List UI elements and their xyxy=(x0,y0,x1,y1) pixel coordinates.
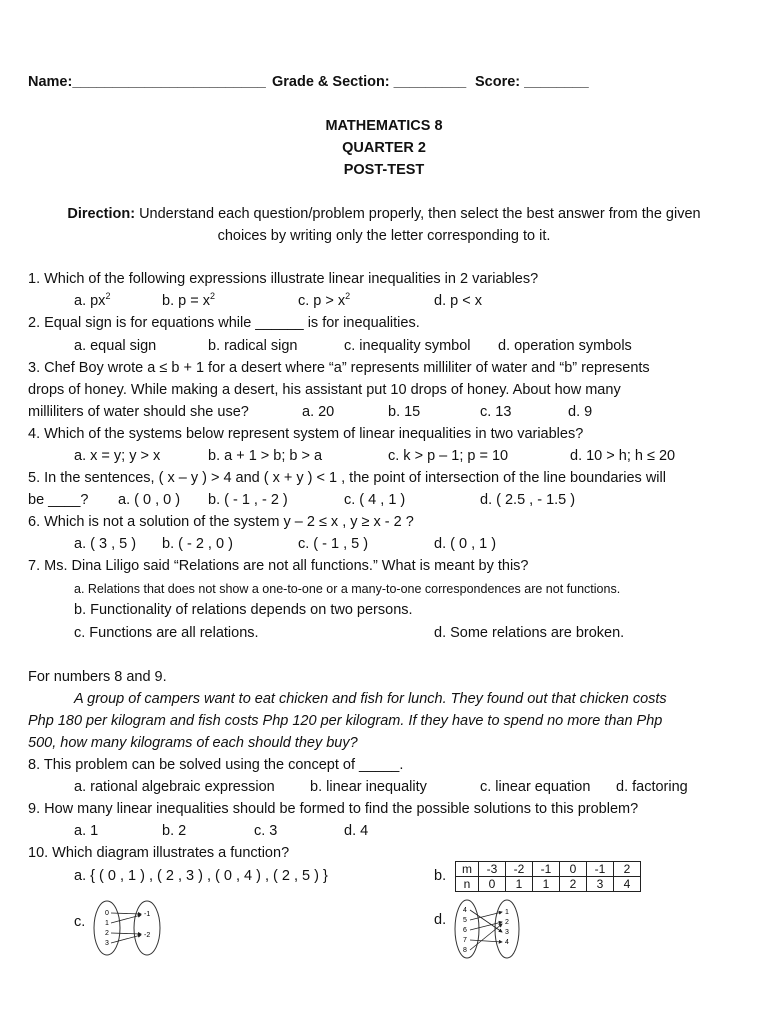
q2-choice-c: c. inequality symbol xyxy=(344,338,471,354)
q8-choice-c: c. linear equation xyxy=(480,779,591,795)
diagram-c-domain-1: 1 xyxy=(105,920,109,927)
direction-line-2: choices by writing only the letter corresponding to it. xyxy=(217,228,551,244)
q3-line-1: 3. Chef Boy wrote a ≤ b + 1 for a desert where “a” represents milliliter of water and “b” represents xyxy=(28,360,650,376)
q1-choice-b: b. $p = x^2$ xyxy=(162,291,215,309)
q9-choice-d: d. 4 xyxy=(344,823,369,839)
diagram-d-range-0: 1 xyxy=(505,909,509,916)
table-cell: 1 xyxy=(506,877,533,892)
direction-line-1 xyxy=(0,204,768,224)
q9-choice-b: b. 2 xyxy=(162,823,187,839)
q1-choice-a: a. $px^2$ xyxy=(74,291,111,309)
diagram-d-domain-3: 7 xyxy=(463,937,467,944)
q3-line-2: drops of honey. While making a desert, his assistant put 10 drops of honey. About how many xyxy=(28,382,621,398)
table-cell: n xyxy=(456,877,479,892)
diagram-d-domain-4: 8 xyxy=(463,947,467,954)
table-row xyxy=(456,862,641,877)
title-test: POST-TEST xyxy=(343,162,425,178)
q6-choice-c: c. ( - 1 , 5 ) xyxy=(298,536,369,552)
q8-choice-b: b. linear inequality xyxy=(310,779,427,795)
passage-line-2: Php 180 per kilogram and fish costs Php 120 per kilogram. If they have to spend no more than Php xyxy=(28,713,663,729)
diagram-c-domain-0: 0 xyxy=(105,910,109,917)
passage-line-3: 500, how many kilograms of each should they buy? xyxy=(28,735,358,751)
direction-label: Direction: xyxy=(67,206,136,222)
q3-line-3: milliliters of water should she use? xyxy=(28,404,249,420)
q7-choice-a: a. Relations that does not show a one-to-one or a many-to-one correspondences are not functions. xyxy=(74,582,621,596)
table-cell: 1 xyxy=(533,877,560,892)
q4-choice-a: a. x = y; y > x xyxy=(74,448,161,464)
q4-choice-b: b. a + 1 > b; b > a xyxy=(208,448,323,464)
q10-choice-d-label: d. xyxy=(434,912,447,928)
q9-choice-c: c. 3 xyxy=(254,823,278,839)
table-cell: 0 xyxy=(479,877,506,892)
name-field: Name:________________________ xyxy=(28,74,266,90)
q5-choice-a: a. ( 0 , 0 ) xyxy=(118,492,181,508)
q7-choice-d: d. Some relations are broken. xyxy=(434,625,625,641)
diagram-c-domain-3: 3 xyxy=(105,940,109,947)
table-cell: 0 xyxy=(560,862,587,877)
diagram-c-range-1: -2 xyxy=(144,932,151,939)
q7-choice-c: c. Functions are all relations. xyxy=(74,625,259,641)
diagram-d-range-2: 3 xyxy=(505,929,509,936)
diagram-d-range-3: 4 xyxy=(505,939,509,946)
passage-intro: For numbers 8 and 9. xyxy=(28,669,167,685)
table-cell: -1 xyxy=(533,862,560,877)
diagram-c-range-0: -1 xyxy=(144,911,151,918)
passage-line-1: A group of campers want to eat chicken and fish for lunch. They found out that chicken costs xyxy=(74,691,667,707)
q10-choice-b-label: b. xyxy=(434,868,447,884)
q10-stem: 10. Which diagram illustrates a function? xyxy=(28,845,290,861)
q4-choice-c: c. k > p – 1; p = 10 xyxy=(388,448,509,464)
q6-choice-a: a. ( 3 , 5 ) xyxy=(74,536,137,552)
table-cell: 2 xyxy=(560,877,587,892)
table-cell: m xyxy=(456,862,479,877)
q7-stem: 7. Ms. Dina Liligo said “Relations are not all functions.” What is meant by this? xyxy=(28,558,529,574)
q10-mapping-diagram-d xyxy=(452,896,524,962)
table-cell: -1 xyxy=(587,862,614,877)
diagram-c-domain-2: 2 xyxy=(105,930,109,937)
q5-line-1: 5. In the sentences, ( x – y ) > 4 and ( x + y ) < 1 , the point of intersection of the line boundaries will xyxy=(28,470,666,486)
table-cell: 3 xyxy=(587,877,614,892)
q3-choice-a: a. 20 xyxy=(302,404,335,420)
table-cell: -3 xyxy=(479,862,506,877)
table-cell: 2 xyxy=(614,862,641,877)
q5-choice-b: b. ( - 1 , - 2 ) xyxy=(208,492,288,508)
q6-choice-d: d. ( 0 , 1 ) xyxy=(434,536,497,552)
q9-stem: 9. How many linear inequalities should be formed to find the possible solutions to this problem? xyxy=(28,801,639,817)
diagram-d-range-1: 2 xyxy=(505,919,509,926)
q10-mapping-diagram-c xyxy=(90,898,170,960)
table-cell: -2 xyxy=(506,862,533,877)
direction-text-1: Understand each question/problem properly, then select the best answer from the given xyxy=(139,206,701,222)
q4-stem: 4. Which of the systems below represent system of linear inequalities in two variables? xyxy=(28,426,584,442)
grade-section-field: Grade & Section: _________ xyxy=(272,74,467,90)
q2-stem: 2. Equal sign is for equations while ______ is for inequalities. xyxy=(28,315,420,331)
q8-choice-d: d. factoring xyxy=(616,779,688,795)
q6-stem: 6. Which is not a solution of the system y – 2 ≤ x , y ≥ x - 2 ? xyxy=(28,514,414,530)
q2-choice-b: b. radical sign xyxy=(208,338,298,354)
q1-stem: 1. Which of the following expressions illustrate linear inequalities in 2 variables? xyxy=(28,271,539,287)
q3-choice-c: c. 13 xyxy=(480,404,512,420)
q7-choice-b: b. Functionality of relations depends on two persons. xyxy=(74,602,413,618)
q6-choice-b: b. ( - 2 , 0 ) xyxy=(162,536,233,552)
q3-choice-b: b. 15 xyxy=(388,404,421,420)
q2-choice-a: a. equal sign xyxy=(74,338,157,354)
q10-mn-table xyxy=(455,861,641,892)
q5-line-2: be ____? xyxy=(28,492,89,508)
q5-choice-d: d. ( 2.5 , - 1.5 ) xyxy=(480,492,576,508)
q2-choice-d: d. operation symbols xyxy=(498,338,632,354)
q1-choice-c: c. $p > x^2$ xyxy=(298,291,351,309)
q8-choice-a: a. rational algebraic expression xyxy=(74,779,275,795)
q4-choice-d: d. 10 > h; h ≤ 20 xyxy=(570,448,676,464)
q5-choice-c: c. ( 4 , 1 ) xyxy=(344,492,406,508)
title-subject: MATHEMATICS 8 xyxy=(325,118,443,134)
q9-choice-a: a. 1 xyxy=(74,823,99,839)
q10-choice-a: a. { ( 0 , 1 ) , ( 2 , 3 ) , ( 0 , 4 ) , ( 2 , 5 ) } xyxy=(74,868,328,884)
score-field: Score: ________ xyxy=(475,74,589,90)
table-row xyxy=(456,877,641,892)
diagram-d-domain-0: 4 xyxy=(463,907,467,914)
q8-stem: 8. This problem can be solved using the concept of _____. xyxy=(28,757,404,773)
q1-choice-d: d. p < x xyxy=(434,293,482,309)
q3-choice-d: d. 9 xyxy=(568,404,593,420)
diagram-d-domain-1: 5 xyxy=(463,917,467,924)
diagram-d-domain-2: 6 xyxy=(463,927,467,934)
table-cell: 4 xyxy=(614,877,641,892)
q10-choice-c-label: c. xyxy=(74,914,86,930)
title-quarter: QUARTER 2 xyxy=(342,140,426,156)
